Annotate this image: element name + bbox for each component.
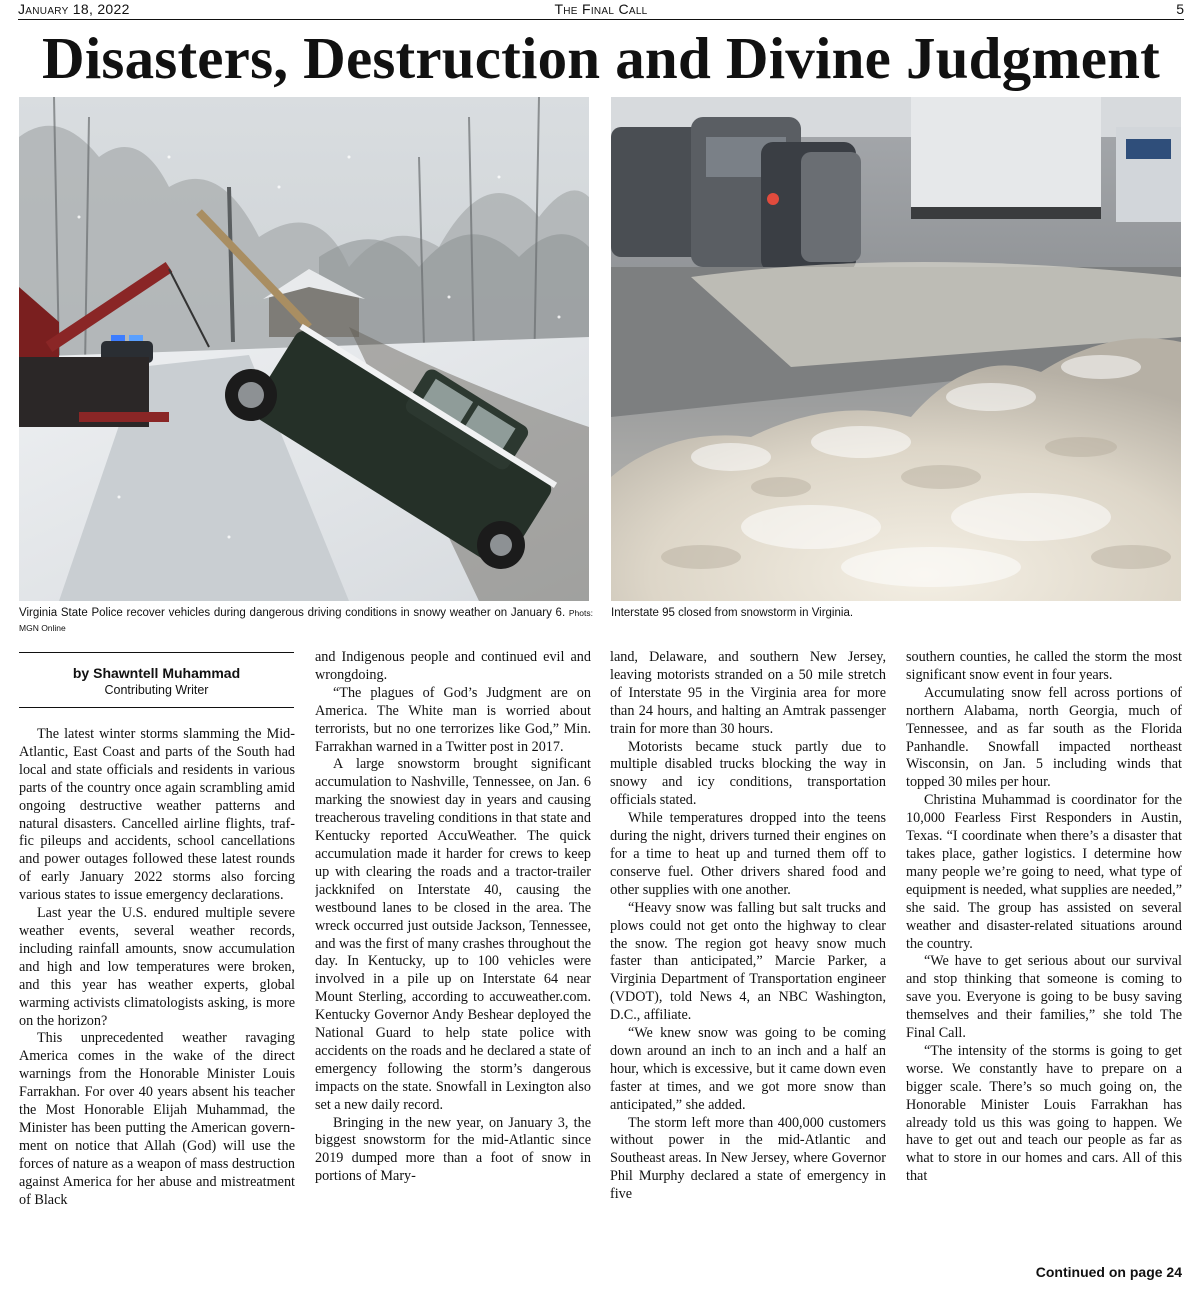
- article-column-4: [906, 649, 1182, 1249]
- article-headline: Disasters, Destruction and Divine Judgment: [42, 25, 1160, 91]
- masthead: [18, 0, 1184, 20]
- paper-name: The Final Call: [554, 1, 648, 17]
- issue-date: January 18, 2022: [18, 1, 130, 17]
- photo-credit: Phots: MGN Online: [19, 608, 593, 633]
- paragraph: “We knew snow was going to be coming down around an inch to an inch and a half an hour, which is excessive, but it came down even faster at times, and we got more snow than anticipated,” she added.: [610, 1025, 886, 1113]
- byline-role: Contributing Writer: [104, 683, 209, 697]
- caption-text: Virginia State Police recover vehicles during dangerous driving conditions in snowy weather on January 6.: [19, 607, 566, 619]
- byline: [19, 652, 294, 708]
- paragraph: Accumulating snow fell across portions of northern Alabama, north Georgia, much of Tennessee, and as far south as the Florida Panhandle. Snowfall impacted northeast Wisconsin, on Jan. 5 including winds that topped 30 miles per hour.: [906, 684, 1182, 791]
- page-number: 5: [1176, 1, 1184, 17]
- caption-text: Interstate 95 closed from snowstorm in Virginia.: [611, 607, 854, 619]
- paragraph: Bringing in the new year, on January 3, the biggest snowstorm for the mid-Atlantic since 2019 dumped more than a foot of snow in portions of Mary-: [315, 1114, 591, 1185]
- paragraph: “Heavy snow was falling but salt trucks and plows could not get onto the highway to clear the snow. The region got heavy snow much faster than anticipated,” Marcie Parker, a Virginia Department of Transportation engineer (VDOT), told News 4, an NBC Washington, D.C., affiliate.: [610, 899, 886, 1024]
- paragraph: This unprecedented weather ravaging America comes in the wake of the direct warnings from the Honorable Minister Louis Farrakhan. For over 40 years absent his teacher the Most Honorable Elijah Muhammad, the Minister has been putting the American government on notice that Allah (God) will use the forces of nature as a weapon of mass destruction against America for her abuse and mistreatment of Black: [19, 1030, 295, 1208]
- paragraph: Last year the U.S. endured multiple severe weather events, several weather records, including rainfall amounts, snow accumulation and high and low temperatures were broken, and this year has weather experts, global warming activists climatologists asking, is more on the horizon?: [19, 905, 295, 1029]
- paragraph: The latest winter storms slamming the Mid-Atlantic, East Coast and parts of the South had local and state officials and residents in various parts of the country once again scrambling amid ongoing destructive weather patterns and natural disasters. Cancelled airline flights, traffic pileups and accidents, school cancellations and power outages followed these latest rounds of early January 2022 storms also forcing various states to issue emergency declarations.: [19, 726, 295, 904]
- continued-jump-link[interactable]: Continued on page 24: [1035, 1264, 1182, 1280]
- paragraph: “The plagues of God’s Judgment are on America. The White man is worried about terrorists, but no one terrorizes like God,” Min. Farrakhan warned in a Twitter post in 2017.: [315, 684, 591, 755]
- photo-interstate-snow: [611, 97, 1181, 601]
- paragraph: While temperatures dropped into the teens during the night, drivers turned their engines on for a time to heat up and turned them off to conserve fuel. Other drivers shared food and other supplies with one another.: [610, 810, 886, 898]
- photo-tow-truck-recovery: [19, 97, 589, 601]
- photo-caption-tow-truck: [19, 606, 593, 636]
- paragraph: Motorists became stuck partly due to multiple disabled trucks blocking the way in snowy and icy conditions, transportation officials stated.: [610, 738, 886, 809]
- article-column-2: [315, 649, 591, 1286]
- paragraph: The storm left more than 400,000 customers without power in the mid-Atlantic and Southeast areas. In New Jersey, where Governor Phil Murphy declared a state of emergency in five: [610, 1114, 886, 1203]
- paragraph: A large snowstorm brought significant accumulation to Nashville, Tennessee, on Jan. 6 marking the snowiest day in years and causing treacherous traveling conditions in that state and Kentucky reported AccuWeather. The quick accumulation made it harder for crews to keep up with clearing the roads and a tractor-trailer jackknifed on Interstate 40, causing the westbound lanes to be closed in the area. The wreck occurred just outside Jackson, Tennessee, and was the first of many crashes throughout the day. In Kentucky, up to 100 vehicles were involved in a pile up on Interstate 64 near Mount Sterling, according to accuweather.com. Kentucky Governor Andy Beshear deployed the National Guard to help state police with accidents on the roads and he declared a state of emergency following the storm’s dangerous impacts on the state. Snowfall in Lexington also set a new daily record.: [315, 756, 591, 1113]
- paragraph: “We have to get serious about our survival and stop thinking that someone is coming to save you. Everyone is going to be busy saving themselves and their families,” she told The Final Call.: [906, 953, 1182, 1042]
- byline-author: by Shawntell Muhammad: [72, 665, 241, 681]
- photo-caption-interstate: [611, 606, 1185, 621]
- article-column-1: [19, 726, 295, 1286]
- paragraph: land, Delaware, and southern New Jersey, leaving motorists stranded on a 50 mile stretch of Interstate 95 in the Virginia area for more than 24 hours, and halting an Amtrak passenger train for more than 30 hours.: [610, 649, 886, 737]
- paragraph: southern counties, he called the storm the most significant snow event in four years.: [906, 649, 1182, 683]
- paragraph: Christina Muhammad is coordinator for the 10,000 Fearless First Responders in Austin, Texas. “I coordinate when there’s a disaster that takes place, gather logistics. I determine how many people we’re going to need, what type of equipment is needed, what supplies are needed,” she said. The group has assisted on several weather and disaster-related situations around the country.: [906, 792, 1182, 952]
- paragraph: and Indigenous people and continued evil and wrongdoing.: [315, 649, 591, 683]
- paragraph: “The intensity of the storms is going to get worse. We constantly have to prepare on a bigger scale. There’s so much going on, the Honorable Minister Louis Farrakhan has already told us this was going to happen. We have to get out and teach our people as far as what to store in our homes and cars. All of this that: [906, 1042, 1182, 1185]
- article-column-3: [610, 649, 886, 1286]
